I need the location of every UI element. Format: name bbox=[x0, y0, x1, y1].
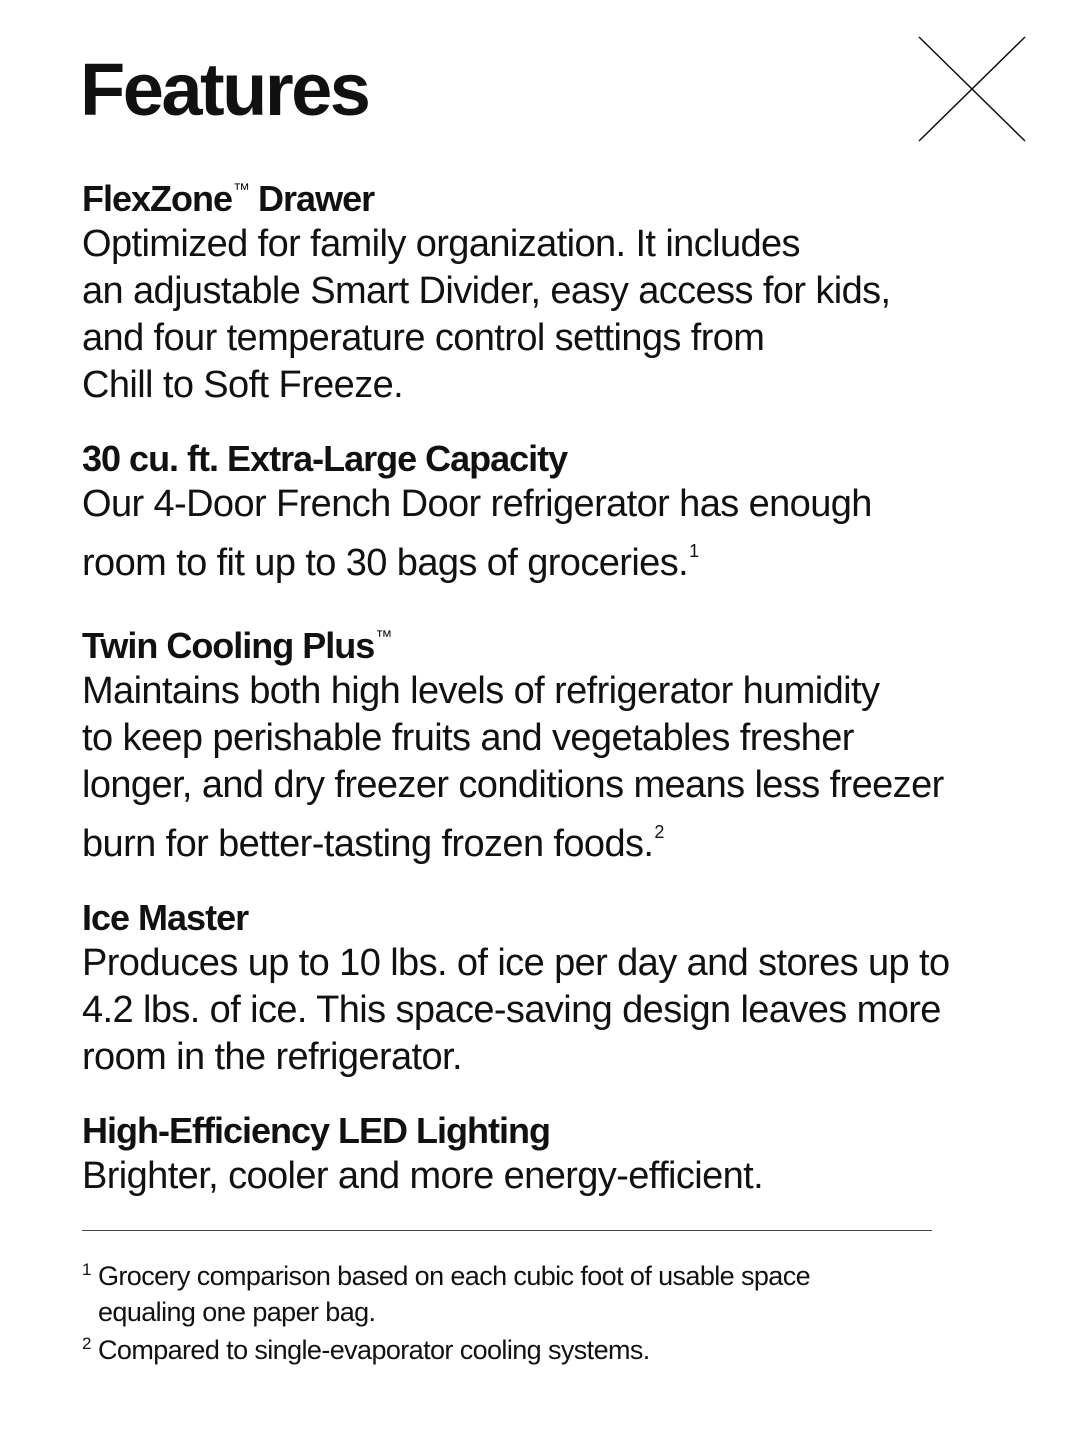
footnote-reference: 1 bbox=[689, 541, 699, 561]
feature-description: Optimized for family organization. It includes an adjustable Smart Divider, easy access for kids, and four temperature control settings from Chill to Soft Freeze. bbox=[82, 223, 891, 406]
footnotes bbox=[82, 1258, 982, 1370]
feature-list bbox=[82, 168, 1042, 1228]
page-title: Features bbox=[80, 48, 369, 131]
feature-extra-large-capacity bbox=[82, 437, 1042, 587]
trademark-mark: ™ bbox=[233, 180, 250, 199]
feature-description: Maintains both high levels of refrigerator humidity to keep perishable fruits and vegetables fresher longer, and dry freezer conditions means less freezer burn for better-tasting frozen foods.$^2$ bbox=[82, 670, 944, 865]
footnote-2: 2 Compared to single-evaporator cooling systems. bbox=[82, 1332, 982, 1368]
feature-flexzone-drawer bbox=[82, 168, 1042, 409]
feature-title: 30 cu. ft. Extra-Large Capacity bbox=[82, 438, 568, 479]
footnote-1: 1 Grocery comparison based on each cubic foot of usable space equaling one paper bag. bbox=[82, 1258, 982, 1330]
feature-title: Twin Cooling Plus™ bbox=[82, 625, 392, 666]
feature-description: Our 4-Door French Door refrigerator has enough room to fit up to 30 bags of groceries.$^1$ bbox=[82, 483, 872, 584]
feature-description: Produces up to 10 lbs. of ice per day and stores up to 4.2 lbs. of ice. This space-saving design leaves more room in the refrigerator. bbox=[82, 942, 950, 1078]
feature-description: Brighter, cooler and more energy-efficient. bbox=[82, 1155, 764, 1197]
footnote-number: 2 bbox=[82, 1334, 91, 1353]
feature-title: Ice Master bbox=[82, 897, 249, 938]
footnote-reference: 2 bbox=[654, 822, 664, 842]
footnote-divider bbox=[82, 1230, 932, 1231]
feature-ice-master bbox=[82, 896, 1042, 1081]
feature-led-lighting bbox=[82, 1109, 1042, 1200]
trademark-mark: ™ bbox=[375, 627, 392, 646]
feature-title: High-Efficiency LED Lighting bbox=[82, 1110, 550, 1151]
feature-title: FlexZone™ Drawer bbox=[82, 178, 375, 219]
feature-twin-cooling-plus bbox=[82, 615, 1042, 868]
footnote-number: 1 bbox=[82, 1260, 91, 1279]
close-icon[interactable] bbox=[918, 36, 1026, 142]
